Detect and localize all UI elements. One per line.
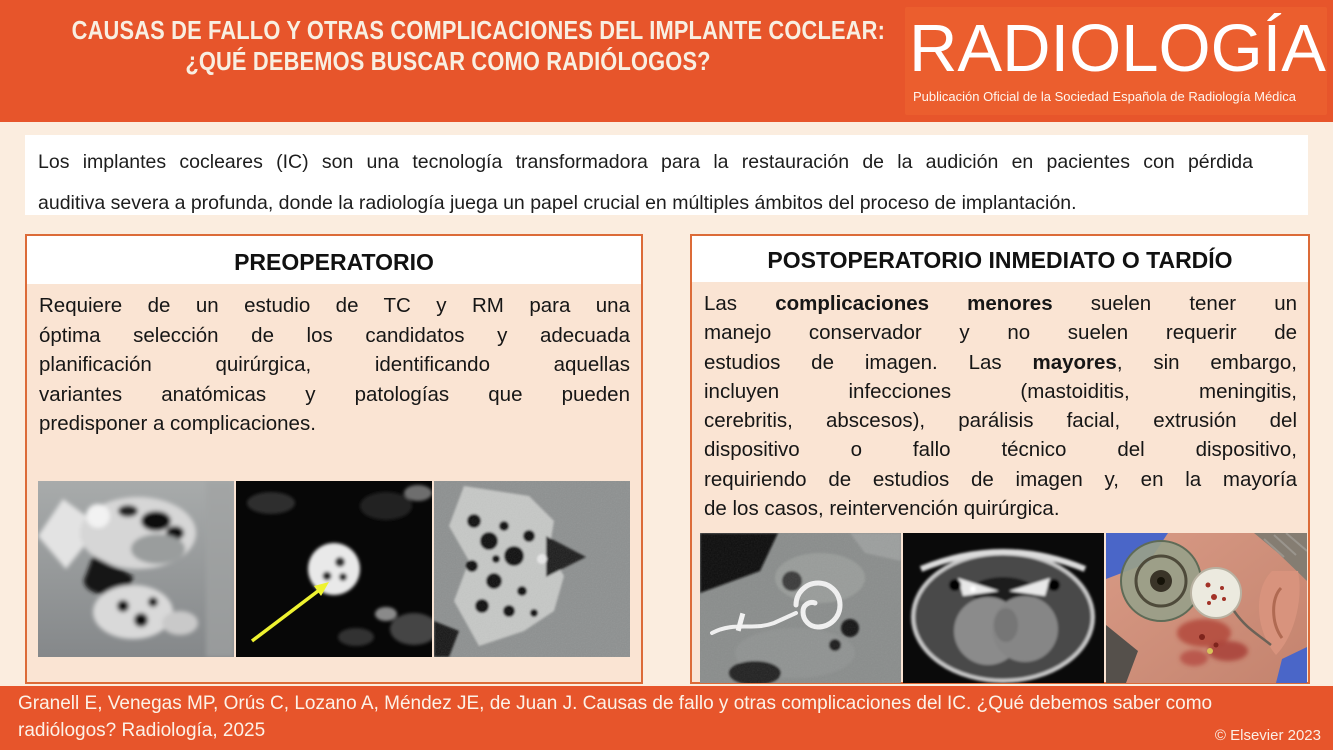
- main-content: [0, 122, 1333, 686]
- ct-temporal-bone-coronal-image: [38, 481, 234, 657]
- panel-postoperatorio-body: Las complicaciones menores suelen tener un manejo conservador y no suelen requerir de estudios de imagen. Las mayores, sin embargo, incluyen infecciones (mastoiditis, meningitis, cerebritis, abscesos), parálisis facial, extrusión del dispositivo o fallo técnico del dispositivo, requiriendo de estudios de imagen y, en la mayoría de los casos, reintervención quirúrgica.: [704, 292, 1297, 521]
- panel-postoperatorio-title: POSTOPERATORIO INMEDIATO O TARDÍO: [692, 236, 1308, 282]
- copyright-text: © Elsevier 2023: [1214, 727, 1321, 744]
- photo-device-extrusion-behind-ear-image: [1106, 533, 1307, 683]
- panel-postoperatorio: [690, 234, 1310, 684]
- preoperatorio-image-row: [38, 481, 630, 657]
- ct-temporal-bone-axial-image: [434, 481, 630, 657]
- citation-text: Granell E, Venegas MP, Orús C, Lozano A, Méndez JE, de Juan J. Causas de fallo y otras complicaciones del IC. ¿Qué debemos saber como radiólogos? Radiología, 2025: [18, 693, 1213, 741]
- panel-preoperatorio-title: PREOPERATORIO: [27, 236, 641, 284]
- panel-preoperatorio: [25, 234, 643, 684]
- header-banner: [0, 0, 1333, 122]
- panel-preoperatorio-body: Requiere de un estudio de TC y RM para una óptima selección de los candidatos y adecuada planificación quirúrgica, identificando aquellas variantes anatómicas y patologías que pueden predisponer a complicaciones.: [39, 294, 630, 435]
- footer-citation-bar: [0, 686, 1333, 750]
- journal-subtitle: Publicación Oficial de la Sociedad Española de Radiología Médica: [913, 89, 1297, 104]
- journal-logo: RADIOLOGÍA: [909, 11, 1326, 86]
- journal-logo-block: [905, 7, 1327, 115]
- intro-paragraph: Los implantes cocleares (IC) son una tecnología transformadora para la restauración de la audición en pacientes con pérdida auditiva severa a profunda, donde la radiología juega un papel crucial en múltiples ámbitos del proceso de implantación.: [25, 135, 1308, 215]
- page-title: CAUSAS DE FALLO Y OTRAS COMPLICACIONES DEL IMPLANTE COCLEAR: ¿QUÉ DEBEMOS BUSCAR COMO RADIÓLOGOS?: [71, 15, 886, 76]
- mri-axial-posterior-fossa-image: [903, 533, 1104, 683]
- ct-cochlear-implant-electrode-image: [700, 533, 901, 683]
- mri-cochlea-yellow-arrow-image: [236, 481, 432, 657]
- postoperatorio-image-row: [700, 533, 1307, 683]
